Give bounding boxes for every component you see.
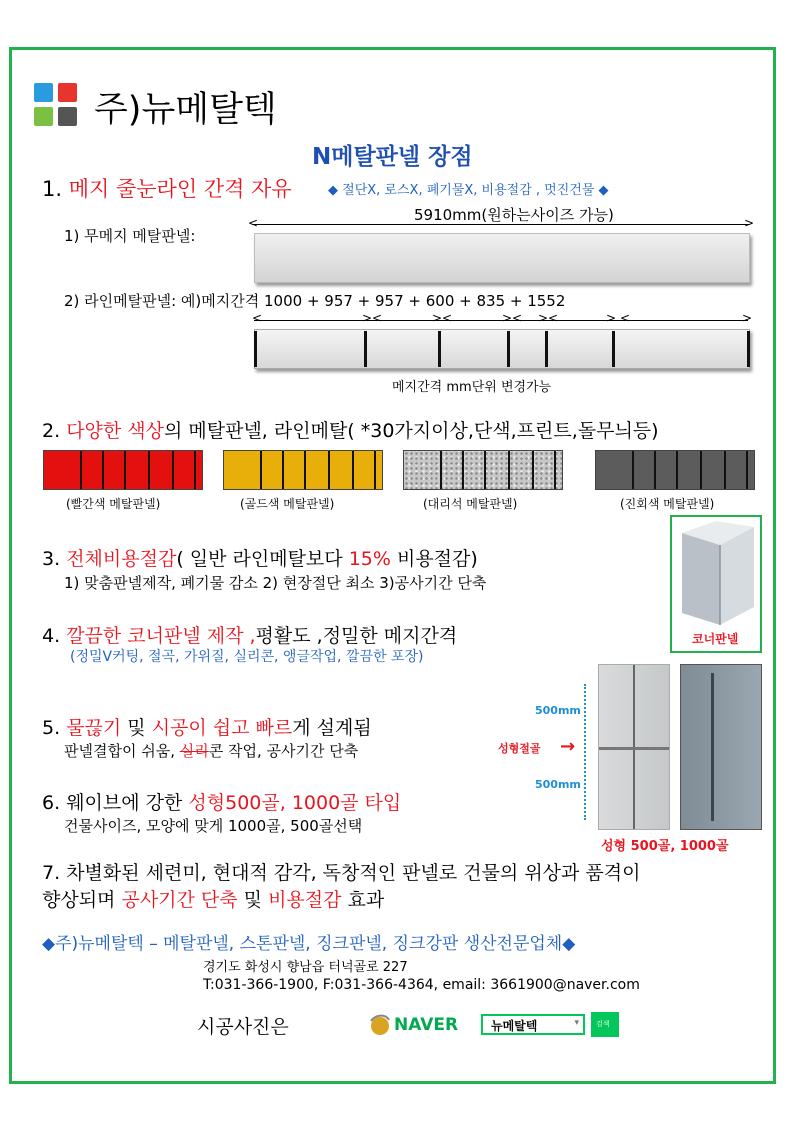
- item2-heading: [42, 416, 659, 443]
- item7-line2: [42, 885, 384, 912]
- item5-mid: 및: [121, 717, 152, 739]
- panel-joint-line: [507, 331, 510, 367]
- plain-metal-panel: [254, 233, 750, 283]
- panel-photo-caption: 성형 500골, 1000골: [601, 839, 729, 854]
- item1-headline: 메지 줄눈라인 간격 자유: [68, 177, 292, 201]
- photos-text: 시공사진은: [197, 1016, 289, 1038]
- dimension-arrow: [252, 224, 750, 225]
- panel-joint-line: [254, 331, 257, 367]
- footer-address: 경기도 화성시 향남읍 터넉골로 227: [203, 960, 408, 975]
- arrow-right-icon: >: [744, 216, 755, 230]
- dim-arrow-icon: [584, 684, 588, 820]
- item5-number: 5.: [42, 717, 61, 739]
- swatch-caption: (골드색 메탈판넬): [240, 497, 335, 511]
- item7-text-b: 및: [237, 889, 269, 911]
- search-button[interactable]: [591, 1012, 619, 1037]
- item6-text: 웨이브에 강한: [66, 792, 189, 814]
- item3-text-a: ( 일반 라인메탈보다: [176, 548, 349, 570]
- swatch-charcoal-panel: [595, 450, 755, 490]
- item1-sub2-label: 2) 라인메탈판넬: 예)메지간격 1000 + 957 + 957 + 600 + 835 + 1552: [64, 292, 566, 310]
- item4-number: 4.: [42, 625, 61, 647]
- footer-banner: ◆주)뉴메탈텍 – 메탈판넬, 스톤판넬, 징크판넬, 징크강판 생산전문업체◆: [42, 934, 576, 954]
- panel-joint-line: [438, 331, 441, 367]
- item5-red1: 물끊기: [66, 717, 122, 739]
- item5-red2: 시공이 쉽고 빠르: [151, 717, 293, 739]
- item6-heading: [42, 788, 401, 815]
- item4-text: 평활도 ,정밀한 메지간격: [255, 625, 458, 647]
- panel-joint-line: [545, 331, 548, 367]
- corner-panel-photo: [670, 515, 762, 653]
- dropdown-arrow-icon[interactable]: ▾: [574, 1018, 579, 1028]
- item3-number: 3.: [42, 548, 61, 570]
- item7-text-a: 향상되며: [42, 889, 122, 911]
- item2-text: 의 메탈판넬, 라인메탈( *30가지이상,단색,프린트,돌무늬등): [164, 420, 659, 442]
- item3-percent: 15%: [348, 548, 391, 570]
- swatch-caption: (대리석 메탈판넬): [423, 497, 518, 511]
- logo-square-green: [34, 107, 53, 126]
- page-title: N메탈판넬 장점: [312, 144, 473, 170]
- panel-photo-side: [680, 664, 762, 830]
- item5-sub-b: 콘 작업, 공사기간 단축: [208, 742, 359, 760]
- joint-label: 성형절골: [498, 742, 541, 755]
- item5-text: 게 설계됨: [292, 717, 372, 739]
- segment-arrows: [254, 320, 748, 321]
- item1-number: 1.: [42, 177, 63, 201]
- item5-sub: [64, 740, 358, 761]
- item4-red-text: 깔끔한 코너판넬 제작 ,: [66, 625, 256, 647]
- logo-square-red: [58, 83, 77, 102]
- panel-joint-line: [747, 331, 750, 367]
- item2-red-text: 다양한 색상: [66, 420, 164, 442]
- item1-caption: 메지간격 mm단위 변경가능: [392, 380, 552, 395]
- dim-bottom-label: 500mm: [535, 778, 581, 791]
- item5-strike-text: 실리: [179, 742, 209, 760]
- item7-line1: 7. 차별화된 세련미, 현대적 감각, 독창적인 판넬로 건물의 위상과 품격이: [42, 862, 641, 884]
- item1-heading: [42, 173, 292, 203]
- item1-sub1-label: 1) 무메지 메탈판넬:: [64, 227, 196, 245]
- item4-sub: (정밀V커팅, 절곡, 가위질, 실리콘, 앵글작업, 깔끔한 포장): [70, 649, 424, 665]
- search-input[interactable]: 뉴메탈텍: [491, 1019, 538, 1033]
- item6-sub: 건물사이즈, 모양에 맞게 1000골, 500골선택: [64, 817, 363, 835]
- item4-heading: [42, 621, 457, 648]
- item6-number: 6.: [42, 792, 61, 814]
- item7-text-c: 효과: [341, 889, 385, 911]
- naver-wordmark: NAVER: [394, 1015, 459, 1035]
- logo-square-blue: [34, 83, 53, 102]
- swatch-caption: (진회색 메탈판넬): [620, 497, 715, 511]
- dim-top-label: 500mm: [535, 704, 581, 717]
- naver-search-box[interactable]: [481, 1014, 585, 1035]
- item1-dimension-label: 5910mm(원하는사이즈 가능): [414, 206, 614, 224]
- panel-joint-line: [612, 331, 615, 367]
- item1-bullet: ◆ 절단X, 로스X, 폐기물X, 비용절감 , 멋진건물 ◆: [328, 183, 609, 198]
- panel-joint-line: [364, 331, 367, 367]
- item6-red-text: 성형500골, 1000골 타입: [188, 792, 402, 814]
- company-name: 주)뉴메탈텍: [94, 90, 277, 130]
- naver-logo-icon: [368, 1012, 392, 1040]
- swatch-gold-panel: [223, 450, 383, 490]
- search-button-label: 검색: [596, 1020, 610, 1028]
- arrow-left-icon: <: [248, 216, 259, 230]
- item3-sub: 1) 맞춤판넬제작, 폐기물 감소 2) 현장절단 최소 3)공사기간 단축: [64, 574, 487, 592]
- item3-text-b: 비용절감): [390, 548, 478, 570]
- swatch-caption: (빨간색 메탈판넬): [66, 497, 161, 511]
- joint-arrow-icon: →: [560, 736, 576, 757]
- swatch-red-panel: [43, 450, 203, 490]
- logo-square-gray: [58, 107, 77, 126]
- corner-panel-label: 코너판넬: [692, 632, 739, 646]
- item2-number: 2.: [42, 420, 61, 442]
- item7-red2: 비용절감: [268, 889, 342, 911]
- item5-sub-a: 판넬결합이 쉬움,: [64, 742, 180, 760]
- item3-red-text: 전체비용절감: [66, 548, 177, 570]
- item7-red1: 공사기간 단축: [121, 889, 238, 911]
- item5-heading: [42, 713, 372, 740]
- line-metal-panel: [254, 329, 750, 369]
- footer-contact: T:031-366-1900, F:031-366-4364, email: 3661900@naver.com: [203, 977, 640, 993]
- swatch-marble-panel: [403, 450, 563, 490]
- panel-photo-front: [598, 664, 670, 830]
- item3-heading: [42, 544, 478, 571]
